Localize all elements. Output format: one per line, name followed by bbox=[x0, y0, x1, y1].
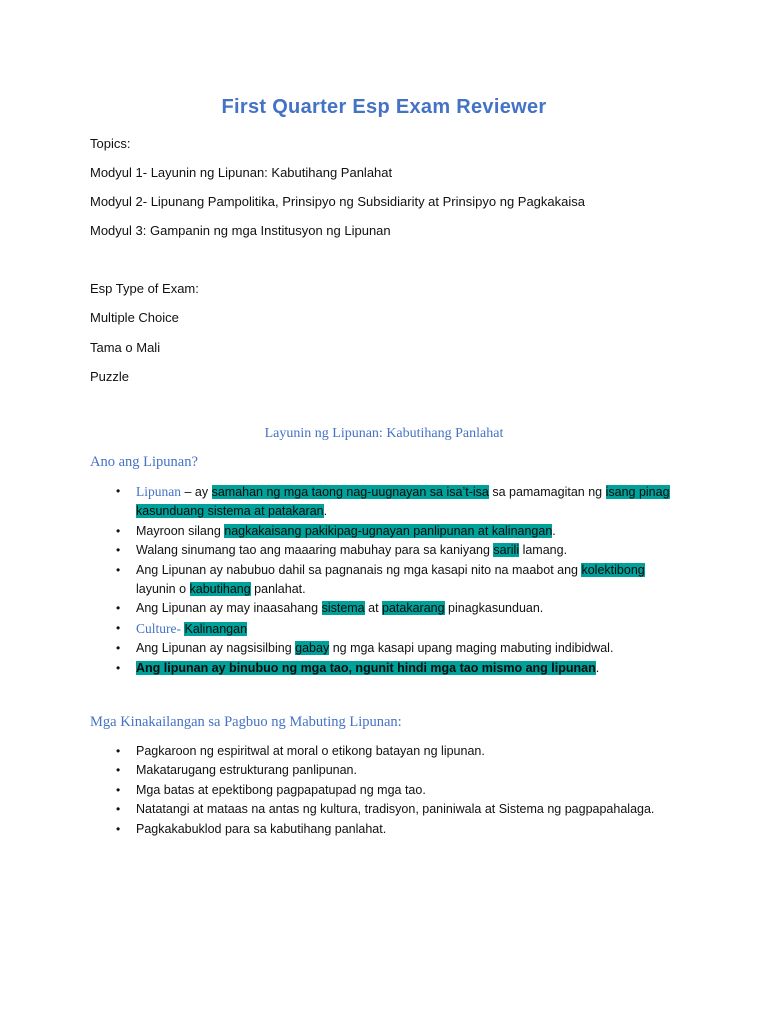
lipunan-bullet-list bbox=[114, 482, 684, 678]
term-lipunan: Lipunan bbox=[136, 484, 181, 499]
topics-label: Topics: bbox=[90, 136, 131, 151]
list-item bbox=[114, 541, 684, 560]
bullet-icon: • bbox=[116, 821, 121, 836]
bullet-icon: • bbox=[116, 660, 121, 675]
list-item bbox=[114, 599, 684, 618]
text-segment: Mayroon silang bbox=[136, 523, 225, 538]
bullet-icon: • bbox=[116, 641, 121, 656]
text-segment: ng mga kasapi upang maging mabuting indibidwal. bbox=[329, 641, 614, 656]
section-1-title: Layunin ng Lipunan: Kabutihang Panlahat bbox=[264, 426, 504, 441]
text-segment: Ang Lipunan ay may inaasahang bbox=[136, 601, 322, 616]
topic-item-3: Modyul 3: Gampanin ng mga Institusyon ng Lipunan bbox=[90, 223, 391, 238]
highlight: gabay bbox=[295, 641, 330, 656]
text-segment: sa pamamagitan ng bbox=[488, 485, 606, 499]
bullet-icon: • bbox=[116, 523, 121, 538]
highlight: nagkakaisang pakikipag-ugnayan panlipunan at kalinangan bbox=[224, 523, 553, 538]
highlight: sistema bbox=[321, 601, 365, 616]
highlight: Ang lipunan ay binubuo ng mga tao, ngunit hindi mga tao mismo ang lipunan bbox=[136, 660, 596, 675]
text-segment: Ang Lipunan ay nabubuo dahil sa pagnanais ng mga kasapi nito na maabot ang bbox=[136, 562, 582, 577]
list-item bbox=[114, 522, 684, 541]
list-item-text: Mga batas at epektibong pagpapatupad ng mga tao. bbox=[136, 782, 426, 797]
bullet-icon: • bbox=[116, 543, 121, 558]
bullet-icon: • bbox=[116, 782, 121, 797]
exam-type-item-3: Puzzle bbox=[90, 369, 130, 384]
text-segment: . bbox=[595, 660, 600, 675]
list-item-text: Natatangi at mataas na antas ng kultura, tradisyon, paniniwala at Sistema ng pagpapahalaga. bbox=[136, 802, 655, 817]
text-segment: pinagkasunduan. bbox=[444, 601, 544, 616]
highlight: isang pinag bbox=[605, 485, 670, 499]
list-item bbox=[114, 742, 684, 761]
highlight: kolektibong bbox=[581, 562, 645, 577]
section-1-question: Ano ang Lipunan? bbox=[90, 454, 198, 470]
list-item-text: Pagkakabuklod para sa kabutihang panlahat. bbox=[136, 821, 387, 836]
exam-type-item-2: Tama o Mali bbox=[90, 340, 161, 355]
highlight: kasunduang sistema at patakaran bbox=[136, 504, 324, 519]
requirements-bullet-list bbox=[114, 742, 684, 839]
text-segment: at bbox=[364, 601, 383, 616]
topic-item-2: Modyul 2- Lipunang Pampolitika, Prinsipyo ng Subsidiarity at Prinsipyo ng Pagkakaisa bbox=[90, 194, 585, 209]
highlight: samahan ng mga taong nag-uugnayan sa isa’t-isa bbox=[211, 485, 489, 499]
bullet-icon: • bbox=[116, 620, 121, 635]
highlight: patakarang bbox=[382, 601, 445, 616]
text-segment: Ang Lipunan ay nagsisilbing bbox=[136, 641, 296, 656]
highlight: Kalinangan bbox=[184, 621, 248, 636]
bullet-icon: • bbox=[116, 562, 121, 577]
list-item bbox=[114, 619, 684, 639]
list-item bbox=[114, 639, 684, 658]
bullet-icon: • bbox=[116, 802, 121, 817]
list-item bbox=[114, 561, 684, 600]
text-segment: – ay bbox=[181, 485, 212, 499]
text-segment: . bbox=[552, 523, 556, 538]
list-item bbox=[114, 761, 684, 780]
list-item bbox=[114, 781, 684, 800]
exam-type-label: Esp Type of Exam: bbox=[90, 281, 199, 296]
list-item bbox=[114, 482, 684, 522]
list-item bbox=[114, 800, 684, 819]
text-segment: . bbox=[323, 504, 328, 519]
list-item-text: Pagkaroon ng espiritwal at moral o etikong batayan ng lipunan. bbox=[136, 744, 485, 758]
highlight: kabutihang bbox=[189, 582, 251, 597]
document-title: First Quarter Esp Exam Reviewer bbox=[221, 96, 547, 118]
section-2-title: Mga Kinakailangan sa Pagbuo ng Mabuting Lipunan: bbox=[90, 714, 402, 730]
text-segment: Walang sinumang tao ang maaaring mabuhay para sa kaniyang bbox=[136, 543, 494, 558]
bullet-icon: • bbox=[116, 484, 121, 498]
text-segment: lamang. bbox=[519, 543, 568, 558]
list-item bbox=[114, 820, 684, 839]
bullet-icon: • bbox=[116, 601, 121, 616]
exam-type-item-1: Multiple Choice bbox=[90, 310, 179, 325]
list-item-text: Makatarugang estrukturang panlipunan. bbox=[136, 763, 357, 778]
term-culture: Culture- bbox=[136, 620, 181, 636]
highlight: sarili bbox=[493, 543, 520, 558]
text-segment: layunin o bbox=[136, 582, 190, 597]
bullet-icon: • bbox=[116, 763, 121, 778]
list-item bbox=[114, 659, 684, 678]
bullet-icon: • bbox=[116, 744, 121, 758]
text-segment: panlahat. bbox=[250, 582, 306, 597]
topic-item-1: Modyul 1- Layunin ng Lipunan: Kabutihang Panlahat bbox=[90, 165, 393, 180]
